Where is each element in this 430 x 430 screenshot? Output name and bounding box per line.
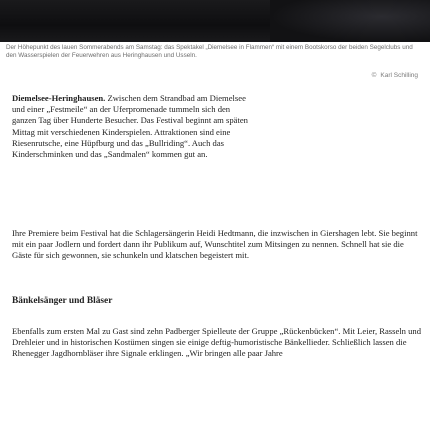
article-photo (0, 0, 430, 42)
paragraph-spielleute: Ebenfalls zum ersten Mal zu Gast sind zehn Padberger Spielleute der Gruppe „Rückenbücken“. Mit Leier, Rasseln und Drehleier und in historischen Kostümen singen sie einige deftig-humoristische Bänkellieder. Schließlich lassen die Rhenegger Jagdhornbläser ihre Signale erklingen. „Wir bringen alle paar Jahre (12, 326, 422, 359)
lead-text: Zwischen dem Strandbad am Diemelsee und einer „Festmeile“ an der Uferpromenade tummeln sich den ganzen Tag über Hunderte Besucher. Das Festival beginnt am späten Mittag mit verschiedenen Kinderspielen. Attraktionen sind eine Riesenrutsche, eine Hüpfburg und das „Bullriding“. Auch das Kinderschminken und das „Sandmalen“ kommen gut an. (12, 93, 248, 160)
dateline: Diemelsee-Heringhausen. (12, 93, 106, 103)
lead-paragraph (12, 93, 252, 160)
photographer-name: Karl Schilling (380, 72, 418, 79)
photo-highlight (270, 0, 430, 42)
paragraph-premiere: Ihre Premiere beim Festival hat die Schlagersängerin Heidi Hedtmann, die inzwischen in Giershagen lebt. Sie beginnt mit ein paar Jodlern und fordert dann ihr Publikum auf, Wunschtitel zum Mitsingen zu nennen. Schnell hat sie die Gäste für sich gewonnen, sie schunkeln und klatschen begeistert mit. (12, 228, 418, 261)
subheading: Bänkelsänger und Bläser (12, 296, 113, 306)
photo-credit (372, 72, 418, 79)
photo-caption: Der Höhepunkt des lauen Sommerabends am Samstag: das Spektakel „Diemelsee in Flammen“ mit einem Bootskorso der beiden Segelclubs und den Wasserspielen der Feuerwehren aus Heringhausen und Usseln. (6, 44, 413, 59)
copyright-symbol: © (371, 72, 377, 79)
